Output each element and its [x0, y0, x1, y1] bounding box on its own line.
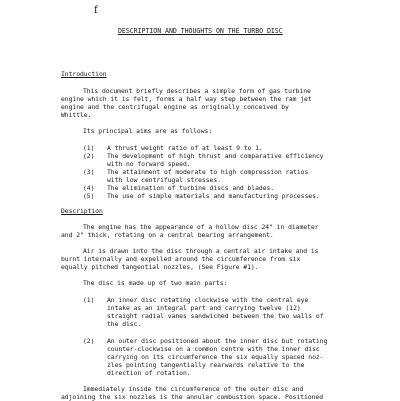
aim-number: (1)	[83, 144, 95, 152]
part-number: (1)	[83, 296, 95, 304]
aim-number: (3)	[83, 168, 95, 176]
part-text: straight radial vanes sandwiched between the two walls of	[107, 312, 324, 320]
aim-text: The use of simple materials and manufacturing processes.	[107, 192, 320, 200]
aim-text: The development of high thrust and comparative efficiency	[107, 152, 324, 160]
description-line: Immediately inside the circumference of the outer disc and	[83, 385, 304, 393]
introduction-heading: Introduction	[61, 70, 107, 78]
aim-number: (5)	[83, 192, 95, 200]
aim-text: with no forward speed.	[107, 160, 191, 168]
aim-number: (4)	[83, 184, 95, 192]
aims-intro: Its principal aims are as follows:	[83, 127, 213, 135]
description-line: Air is drawn into the disc through a central air intake and is	[83, 247, 319, 255]
description-heading: Description	[61, 207, 103, 215]
parts-intro: The disc is made up of two main parts:	[83, 279, 228, 287]
description-line: adjoining the six nozzles is the annular combustion space. Positioned	[61, 393, 324, 401]
part-number: (2)	[83, 337, 95, 345]
intro-line: engine which it is felt, forms a half way step between the ram jet	[61, 95, 312, 103]
part-text: the disc.	[107, 320, 142, 328]
description-line: and 2" thick, rotating on a central bearing arrangement.	[61, 231, 274, 239]
aim-text: with low centrifugal stresses.	[107, 176, 221, 184]
aim-text: The attainment of moderate to high compression ratios	[107, 168, 309, 176]
part-text: An inner disc rotating clockwise with the central eye	[107, 296, 309, 304]
intro-line: engine and the centrifugal engine as originally conceived by	[61, 103, 289, 111]
description-line: burnt internally and expelled around the circumference from six	[61, 255, 301, 263]
intro-line: This document briefly describes a simple form of gas turbine	[83, 87, 311, 95]
page-mark: f	[94, 5, 98, 16]
aim-text: The elimination of turbine discs and blades.	[107, 184, 275, 192]
part-text: An outer disc positioned about the inner disc but rotating	[107, 337, 328, 345]
part-text: zles pointing tangentially rearwards relative to the	[107, 361, 305, 369]
part-text: intake as an integral part and carrying twelve (12)	[107, 304, 301, 312]
aim-number: (2)	[83, 152, 95, 160]
description-line: The engine has the appearance of a hollow disc 24" in diameter	[83, 223, 319, 231]
part-text: direction of rotation.	[107, 369, 191, 377]
aim-text: A thrust weight ratio of at least 9 to 1.	[107, 144, 263, 152]
part-text: carrying on its circumference the six equally spaced noz-	[107, 353, 324, 361]
description-line: equally pitched tangential nozzles, (See Figure #1).	[61, 263, 259, 271]
document-title: DESCRIPTION AND THOUGHTS ON THE TURBO DISC	[118, 27, 283, 35]
intro-line: Whittle.	[61, 111, 92, 119]
part-text: counter-clockwise on a common centre with the inner disc	[107, 345, 320, 353]
